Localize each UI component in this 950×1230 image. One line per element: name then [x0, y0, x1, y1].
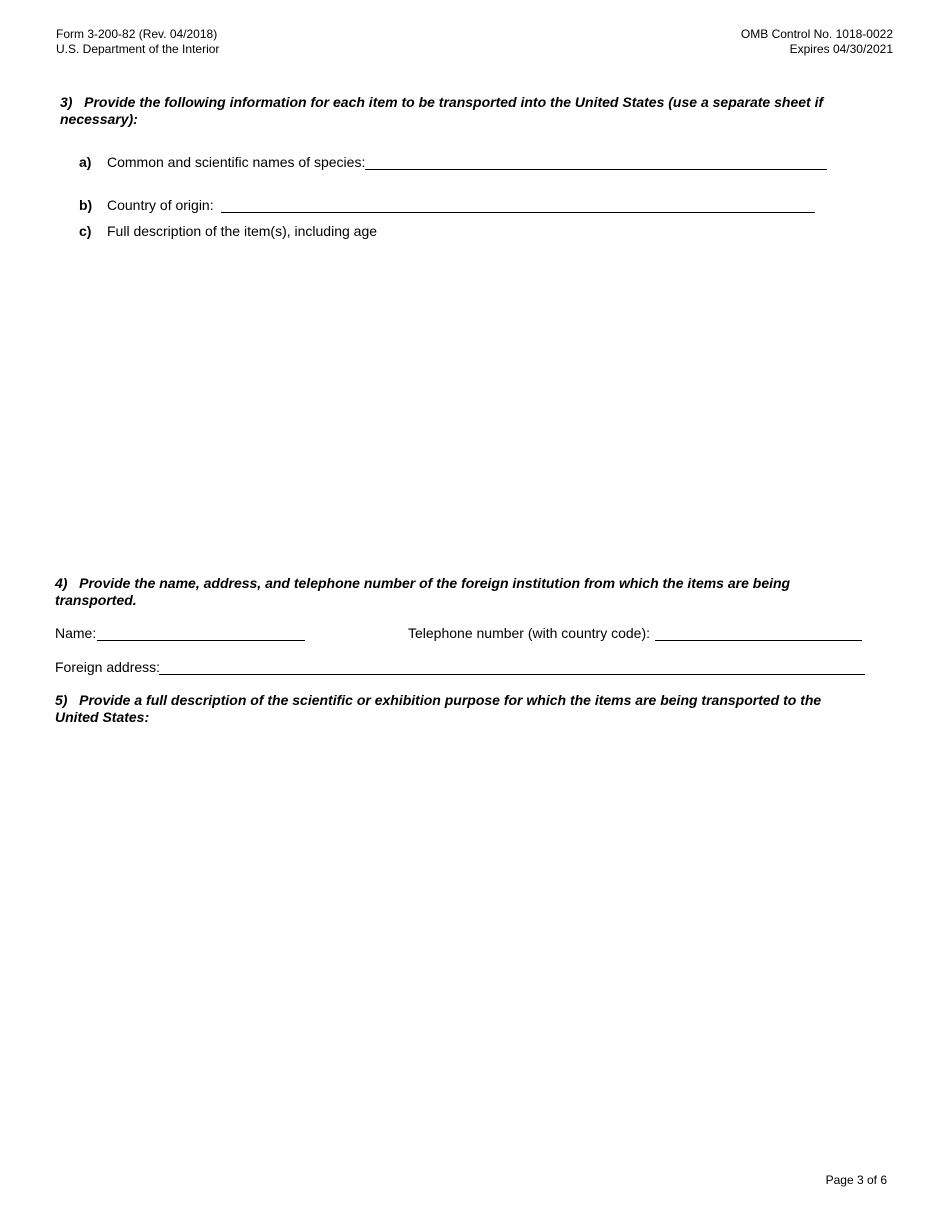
department-name: U.S. Department of the Interior [56, 42, 220, 56]
page-indicator: Page 3 of 6 [825, 1173, 887, 1187]
form-header-left [56, 27, 219, 57]
section-4-heading: 4) Provide the name, address, and telephone number of the foreign institution from which the items are being transported. [55, 575, 791, 608]
foreign-address-label: Foreign address: [55, 659, 161, 675]
country-of-origin-field[interactable] [223, 195, 813, 212]
item-a-letter: a) [79, 154, 92, 170]
item-description-field[interactable] [107, 244, 893, 562]
country-of-origin-label: Country of origin: [107, 197, 214, 213]
form-header-right [741, 27, 893, 57]
section-5-heading: 5) Provide a full description of the scientific or exhibition purpose for which the items are being transported to the United States: [55, 692, 822, 725]
name-label: Name: [55, 625, 97, 641]
omb-control-number: OMB Control No. 1018-0022 [740, 27, 893, 41]
foreign-address-field[interactable] [161, 657, 863, 674]
form-number: Form 3-200-82 (Rev. 04/2018) [56, 27, 218, 41]
item-description-label: Full description of the item(s), including age [107, 223, 378, 239]
name-field[interactable] [99, 623, 303, 640]
item-c-letter: c) [79, 223, 92, 239]
species-names-underline [365, 169, 827, 170]
telephone-underline [655, 640, 862, 641]
expiration-date: Expires 04/30/2021 [789, 42, 893, 56]
purpose-description-field[interactable] [55, 735, 893, 1155]
name-underline [97, 640, 305, 641]
foreign-address-underline [159, 674, 865, 675]
telephone-field[interactable] [657, 623, 860, 640]
species-names-field[interactable] [367, 152, 825, 169]
species-names-label: Common and scientific names of species: [107, 154, 366, 170]
telephone-label: Telephone number (with country code): [408, 625, 651, 641]
section-3-heading: 3) Provide the following information for each item to be transported into the United States (use a separate sheet if necessary): [60, 94, 824, 127]
item-b-letter: b) [79, 197, 93, 213]
country-of-origin-underline [221, 212, 815, 213]
